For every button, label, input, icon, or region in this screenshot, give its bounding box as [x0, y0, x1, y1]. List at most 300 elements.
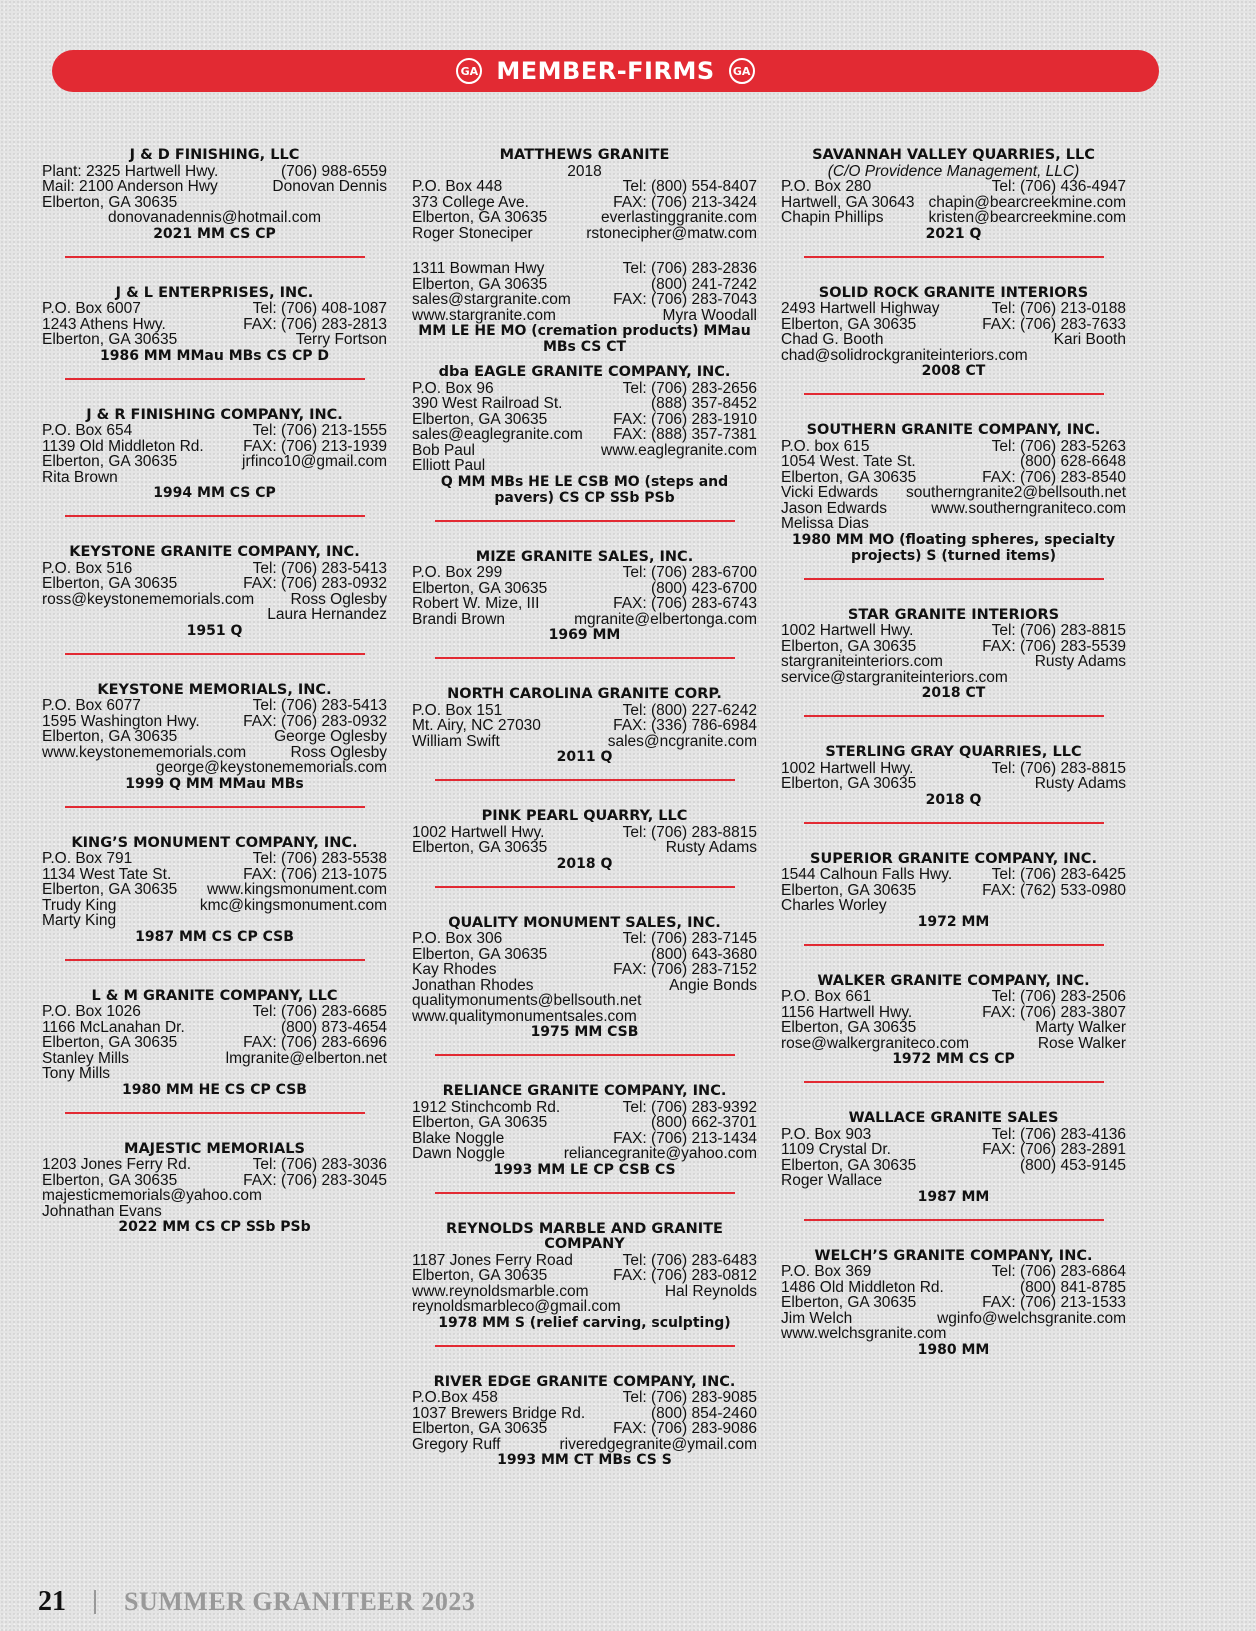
firm-detail-row	[42, 1004, 387, 1020]
firm-detail-row	[42, 301, 387, 317]
firm-detail-row	[42, 882, 387, 898]
detail-left: Elberton, GA 30635	[42, 881, 178, 898]
detail-left: Elberton, GA 30635	[412, 1420, 548, 1437]
firm-listing	[412, 809, 757, 872]
firm-detail-row	[781, 516, 1126, 532]
detail-right: Tel: (706) 283-8815	[991, 759, 1126, 777]
detail-left: Melissa Dias	[781, 515, 869, 532]
detail-left: Mail: 2100 Anderson Hwy	[42, 178, 218, 195]
firm-name: SOUTHERN GRANITE COMPANY, INC.	[806, 422, 1101, 438]
firm-listing	[781, 852, 1126, 930]
detail-right: rstonecipher@matw.com	[586, 224, 757, 242]
firm-detail-row	[781, 761, 1126, 777]
association-logo-icon: GA	[729, 58, 755, 84]
firm-detail-row	[781, 639, 1126, 655]
membership-codes: 1987 MM	[917, 1188, 990, 1205]
firm-listing	[781, 148, 1126, 242]
detail-right: Rusty Adams	[1034, 775, 1126, 792]
firm-detail-row	[42, 1020, 387, 1036]
detail-left: Brandi Brown	[412, 610, 506, 628]
detail-left: Elberton, GA 30635	[412, 579, 548, 597]
detail-left: Mt. Airy, NC 27030	[412, 717, 541, 734]
firm-detail-row	[781, 1311, 1126, 1327]
detail-right: FAX: (706) 283-2813	[243, 315, 387, 333]
firm-detail-row	[781, 898, 1126, 914]
detail-left: reynoldsmarbleco@gmail.com	[412, 1298, 621, 1315]
detail-left: Stanley Mills	[42, 1049, 129, 1067]
section-divider	[804, 578, 1104, 580]
detail-right: FAX: (706) 283-1910	[613, 410, 757, 428]
firm-detail-row	[42, 1188, 387, 1204]
firm-detail-row	[42, 1157, 387, 1173]
firm-detail-row	[412, 931, 757, 947]
firm-listing	[412, 687, 757, 765]
detail-left: P.O. Box 306	[412, 930, 503, 947]
detail-left: 1002 Hartwell Hwy.	[412, 823, 545, 841]
detail-right: FAX: (706) 283-6696	[243, 1034, 387, 1051]
member-firms-banner	[52, 50, 1159, 92]
detail-left: Elberton, GA 30635	[781, 468, 917, 486]
detail-right: FAX: (888) 357-7381	[613, 426, 757, 443]
detail-left: P.O. Box 96	[412, 379, 494, 397]
detail-left: Elberton, GA 30635	[42, 453, 178, 470]
firm-column-3	[781, 148, 1126, 1358]
firm-detail-row	[42, 592, 387, 608]
detail-right: Tel: (706) 213-1555	[252, 422, 387, 439]
membership-codes: 1978 MM S (relief carving, sculpting)	[438, 1314, 731, 1331]
firm-listing	[412, 550, 757, 644]
firm-name: SAVANNAH VALLEY QUARRIES, LLC	[812, 147, 1095, 163]
banner-title: MEMBER-FIRMS	[496, 57, 715, 85]
detail-right: Terry Fortson	[295, 331, 387, 348]
firm-listing	[781, 608, 1126, 702]
section-divider	[65, 1112, 365, 1114]
firm-detail-row	[412, 703, 757, 719]
firm-detail-row	[42, 698, 387, 714]
membership-codes: 1972 MM	[917, 913, 990, 930]
detail-left: Elberton, GA 30635	[412, 1267, 548, 1284]
firm-detail-row	[412, 581, 757, 597]
page-number: 21	[38, 1586, 66, 1617]
detail-left: service@stargraniteinteriors.com	[781, 668, 1008, 686]
firm-name: WALKER GRANITE COMPANY, INC.	[817, 972, 1090, 989]
detail-right: george@keystonememorials.com	[155, 759, 387, 776]
firm-detail-row	[412, 612, 757, 628]
firm-detail-row	[42, 423, 387, 439]
detail-left: stargraniteinteriors.com	[781, 653, 943, 670]
detail-left: Rita Brown	[42, 468, 118, 486]
detail-left: chad@solidrockgraniteinteriors.com	[781, 346, 1028, 364]
firm-detail-row	[781, 1127, 1126, 1143]
membership-codes: 2011 Q	[556, 749, 613, 765]
detail-left: Gregory Ruff	[412, 1435, 501, 1453]
firm-detail-row	[412, 427, 757, 443]
detail-right: Angie Bonds	[669, 976, 757, 994]
membership-codes: 2018 CT	[921, 685, 986, 701]
detail-left: P.O. Box 280	[781, 178, 872, 195]
firm-listing	[42, 148, 387, 242]
membership-codes: 1993 MM CT MBs CS S	[497, 1452, 672, 1468]
detail-right: Tel: (706) 283-9392	[622, 1098, 757, 1116]
detail-left: P.O. Box 661	[781, 988, 872, 1005]
membership-codes: 1980 MM HE CS CP CSB	[122, 1081, 307, 1098]
detail-left: 1486 Old Middleton Rd.	[781, 1278, 944, 1296]
section-divider	[65, 256, 365, 258]
detail-right: Tel: (706) 283-5263	[991, 437, 1126, 455]
detail-left: 2493 Hartwell Highway	[781, 300, 940, 317]
detail-right: Tel: (706) 283-5538	[252, 850, 387, 867]
firm-name: MAJESTIC MEMORIALS	[124, 1140, 305, 1157]
firm-name: QUALITY MONUMENT SALES, INC.	[448, 914, 721, 931]
firm-listing	[412, 148, 757, 241]
firm-detail-row	[412, 596, 757, 612]
firm-detail-row	[781, 1280, 1126, 1296]
detail-left: P.O. Box 791	[42, 850, 133, 867]
detail-right: Tel: (706) 283-6700	[622, 564, 757, 581]
section-divider	[804, 1219, 1104, 1221]
detail-right: (800) 662-3701	[651, 1114, 757, 1131]
detail-left: P.O. box 615	[781, 437, 870, 455]
firm-detail-row	[42, 714, 387, 730]
firm-detail-row	[412, 1437, 757, 1453]
detail-left: Tony Mills	[42, 1065, 111, 1082]
firm-listing	[42, 989, 387, 1098]
detail-left: 1002 Hartwell Hwy.	[781, 622, 914, 639]
detail-right: FAX: (706) 283-3807	[982, 1003, 1126, 1021]
detail-left: Elberton, GA 30635	[412, 410, 548, 428]
section-divider	[435, 657, 735, 659]
firm-detail-row	[412, 179, 757, 195]
detail-left: 1311 Bowman Hwy	[412, 260, 545, 277]
detail-left: P.O. Box 903	[781, 1125, 872, 1143]
firm-name: KING’S MONUMENT COMPANY, INC.	[71, 834, 358, 851]
firm-detail-row	[781, 1005, 1126, 1021]
detail-left: Chapin Phillips	[781, 209, 884, 226]
detail-right: FAX: (706) 283-2891	[982, 1141, 1126, 1158]
detail-right: Tel: (800) 227-6242	[622, 701, 757, 719]
detail-right: FAX: (706) 213-1939	[243, 437, 387, 455]
firm-detail-row	[781, 332, 1126, 348]
detail-left: 1054 West. Tate St.	[781, 453, 916, 470]
detail-right: FAX: (706) 283-0932	[243, 575, 387, 592]
page-footer	[38, 1586, 475, 1618]
detail-right: Kari Booth	[1053, 331, 1126, 348]
detail-left: 390 West Railroad St.	[412, 395, 563, 412]
firm-listing	[42, 286, 387, 364]
detail-right: FAX: (706) 283-8540	[982, 468, 1126, 486]
detail-right: (800) 241-7242	[651, 275, 757, 293]
firm-detail-row	[412, 277, 757, 293]
detail-left: 1595 Washington Hwy.	[42, 712, 200, 730]
firm-detail-row	[412, 458, 757, 474]
detail-right: www.eaglegranite.com	[601, 441, 757, 459]
detail-right: reliancegranite@yahoo.com	[563, 1145, 757, 1162]
detail-right: Tel: (800) 554-8407	[622, 178, 757, 195]
detail-right: Tel: (706) 283-4136	[991, 1125, 1126, 1143]
detail-right: wginfo@welchsgranite.com	[937, 1309, 1126, 1327]
firm-detail-row	[42, 607, 387, 623]
detail-left: sales@eaglegranite.com	[412, 426, 583, 443]
detail-right: Tel: (706) 283-3036	[252, 1156, 387, 1173]
membership-codes: 1987 MM CS CP CSB	[135, 928, 294, 945]
detail-left: 1166 McLanahan Dr.	[42, 1018, 185, 1036]
firm-detail-row	[781, 317, 1126, 333]
firm-name: NORTH CAROLINA GRANITE CORP.	[447, 686, 722, 702]
detail-right: FAX: (706) 283-3045	[243, 1171, 387, 1189]
firm-listing	[42, 408, 387, 502]
firm-detail-row	[412, 1131, 757, 1147]
membership-codes: 1980 MM MO (floating spheres, specialty projects) S (turned items)	[791, 531, 1116, 564]
firm-detail-row	[42, 454, 387, 470]
detail-right: www.southerngraniteco.com	[931, 499, 1126, 517]
detail-right: FAX: (706) 283-7633	[982, 315, 1126, 333]
firm-detail-row	[781, 1295, 1126, 1311]
firm-detail-row	[412, 840, 757, 856]
detail-right: Tel: (706) 283-2836	[622, 260, 757, 277]
detail-right: Laura Hernandez	[267, 606, 387, 623]
detail-right: Tel: (706) 283-2506	[991, 988, 1126, 1005]
detail-right: George Oglesby	[274, 728, 387, 745]
detail-left: majesticmemorials@yahoo.com	[42, 1187, 262, 1204]
detail-right: FAX: (706) 283-0812	[613, 1267, 757, 1284]
firm-detail-row	[412, 396, 757, 412]
firm-listing	[781, 1249, 1126, 1358]
detail-right: FAX: (762) 533-0980	[982, 881, 1126, 899]
firm-listing	[42, 545, 387, 639]
detail-left: P.O. Box 6007	[42, 300, 141, 317]
detail-right: riveredgegranite@ymail.com	[559, 1435, 757, 1453]
detail-left: Elberton, GA 30635	[42, 331, 178, 348]
detail-left: 1037 Brewers Bridge Rd.	[412, 1404, 586, 1422]
firm-subtitle: 2018	[567, 162, 602, 180]
firm-detail-row	[42, 576, 387, 592]
firm-detail-row	[412, 1009, 757, 1025]
detail-right: Tel: (706) 283-8815	[622, 823, 757, 841]
firm-name: MATTHEWS GRANITE	[499, 147, 670, 163]
detail-left: P.O. Box 369	[781, 1263, 872, 1280]
firm-detail-row	[412, 947, 757, 963]
detail-right: Tel: (706) 283-5413	[252, 559, 387, 577]
section-divider	[435, 886, 735, 888]
detail-right: (800) 854-2460	[651, 1404, 757, 1422]
firm-name: J & R FINISHING COMPANY, INC.	[86, 406, 343, 423]
detail-right: chapin@bearcreekmine.com	[928, 193, 1126, 211]
firm-detail-row	[781, 179, 1126, 195]
section-divider	[435, 1054, 735, 1056]
detail-right: lmgranite@elberton.net	[225, 1049, 387, 1067]
firm-listing	[412, 365, 757, 506]
detail-left: www.keystonememorials.com	[42, 743, 247, 761]
detail-right: Tel: (706) 283-5413	[252, 697, 387, 714]
firm-name: WALLACE GRANITE SALES	[848, 1110, 1059, 1126]
firm-detail-row	[412, 1253, 757, 1269]
detail-left: 1187 Jones Ferry Road	[412, 1251, 573, 1269]
detail-right: (706) 988-6559	[281, 162, 387, 180]
detail-left: Roger Stoneciper	[412, 224, 533, 242]
firm-detail-row	[781, 348, 1126, 364]
firm-detail-row	[781, 210, 1126, 226]
firm-name: STAR GRANITE INTERIORS	[847, 606, 1060, 623]
firm-detail-row	[781, 1036, 1126, 1052]
detail-right: kmc@kingsmonument.com	[199, 896, 387, 914]
detail-left: Elberton, GA 30635	[412, 275, 548, 293]
detail-left: Elberton, GA 30635	[42, 575, 178, 592]
detail-left: Elberton, GA 30635	[412, 209, 548, 226]
detail-left: Elberton, GA 30635	[781, 881, 917, 899]
firm-name: MIZE GRANITE SALES, INC.	[475, 548, 694, 565]
firm-detail-row	[781, 470, 1126, 486]
detail-left: Jonathan Rhodes	[412, 976, 534, 994]
firm-subtitle: (C/O Providence Management, LLC)	[827, 162, 1080, 180]
firm-detail-row	[781, 1158, 1126, 1174]
detail-left: Elberton, GA 30635	[781, 1019, 917, 1036]
detail-left: qualitymonuments@bellsouth.net	[412, 992, 642, 1009]
detail-right: FAX: (706) 213-1075	[243, 865, 387, 883]
detail-right: Donovan Dennis	[272, 178, 387, 195]
firm-name: L & M GRANITE COMPANY, LLC	[91, 987, 338, 1004]
detail-left: www.qualitymonumentsales.com	[412, 1007, 637, 1025]
detail-left: P.O. Box 516	[42, 559, 133, 577]
detail-left: sales@stargranite.com	[412, 291, 571, 308]
section-divider	[804, 393, 1104, 395]
detail-right: Tel: (706) 283-6685	[252, 1003, 387, 1020]
detail-left: 1139 Old Middleton Rd.	[42, 437, 204, 455]
detail-left: Elliott Paul	[412, 457, 486, 474]
detail-right: kristen@bearcreekmine.com	[928, 209, 1126, 226]
detail-right: Tel: (706) 283-6483	[622, 1251, 757, 1269]
detail-right: Tel: (706) 283-9085	[622, 1389, 757, 1406]
firm-detail-row	[412, 1146, 757, 1162]
detail-right: Ross Oglesby	[290, 590, 387, 608]
membership-codes: 2018 Q	[556, 855, 613, 872]
detail-right: jrfinco10@gmail.com	[242, 453, 387, 470]
detail-left: Johnathan Evans	[42, 1202, 162, 1220]
section-divider	[435, 779, 735, 781]
detail-right: mgranite@elbertonga.com	[574, 610, 757, 628]
detail-left: P.O. Box 299	[412, 564, 503, 581]
detail-left: Jason Edwards	[781, 499, 887, 517]
section-divider	[65, 515, 365, 517]
detail-right: Rusty Adams	[665, 839, 757, 856]
detail-left: 1002 Hartwell Hwy.	[781, 759, 914, 777]
firm-detail-row	[42, 745, 387, 761]
detail-right: Tel: (706) 408-1087	[252, 300, 387, 317]
firm-column-1	[42, 148, 387, 1235]
firm-detail-row	[42, 760, 387, 776]
detail-left: Elberton, GA 30635	[42, 1171, 178, 1189]
firm-detail-row	[412, 1406, 757, 1422]
detail-left: Chad G. Booth	[781, 331, 884, 348]
firm-detail-row	[42, 179, 387, 195]
membership-codes: 2021 Q	[925, 225, 982, 242]
association-logo-icon: GA	[456, 58, 482, 84]
detail-left: Vicki Edwards	[781, 484, 879, 501]
detail-right: FAX: (706) 283-7043	[613, 291, 757, 308]
firm-detail-row	[42, 1035, 387, 1051]
firm-detail-row	[412, 1299, 757, 1315]
detail-right: FAX: (706) 283-9086	[613, 1420, 757, 1437]
section-divider	[65, 806, 365, 808]
firm-detail-row	[42, 1204, 387, 1220]
firm-detail-row	[412, 226, 757, 242]
detail-left: Elberton, GA 30635	[781, 1156, 917, 1174]
section-divider	[435, 1345, 735, 1347]
detail-right: sales@ncgranite.com	[607, 732, 757, 750]
detail-left: Blake Noggle	[412, 1129, 505, 1147]
firm-listing	[42, 1142, 387, 1236]
membership-codes: 1994 MM CS CP	[153, 485, 276, 501]
firm-name: J & D FINISHING, LLC	[129, 147, 300, 163]
firm-detail-row	[781, 439, 1126, 455]
membership-codes: MM LE HE MO (cremation products) MMau MBs CS CT	[418, 323, 751, 355]
firm-detail-row	[781, 1264, 1126, 1280]
detail-left: Elberton, GA 30635	[781, 315, 917, 333]
detail-right: Tel: (706) 283-7145	[622, 930, 757, 947]
firm-detail-row	[42, 439, 387, 455]
section-divider	[804, 256, 1104, 258]
firm-detail-row	[781, 301, 1126, 317]
firm-name: KEYSTONE GRANITE COMPANY, INC.	[69, 544, 360, 560]
firm-detail-row	[42, 332, 387, 348]
firm-name: SOLID ROCK GRANITE INTERIORS	[818, 284, 1089, 301]
firm-listing	[781, 974, 1126, 1068]
firm-detail-row	[42, 913, 387, 929]
firm-detail-row	[42, 867, 387, 883]
detail-left: Hartwell, GA 30643	[781, 193, 915, 211]
detail-left: Elberton, GA 30635	[781, 1294, 917, 1311]
firm-detail-row	[781, 670, 1126, 686]
detail-left: Elberton, GA 30635	[42, 193, 178, 211]
detail-left: Charles Worley	[781, 897, 887, 914]
firm-detail-row	[412, 1100, 757, 1116]
detail-left: P.O. Box 151	[412, 701, 503, 719]
detail-left: P.O. Box 6077	[42, 697, 141, 714]
detail-left: William Swift	[412, 732, 500, 750]
firm-name: STERLING GRAY QUARRIES, LLC	[825, 744, 1082, 760]
membership-codes: 1980 MM	[917, 1341, 990, 1358]
firm-detail-row	[781, 1326, 1126, 1342]
membership-codes: 2008 CT	[921, 363, 986, 379]
firm-detail-row	[412, 292, 757, 308]
detail-left: P.O. Box 448	[412, 178, 503, 195]
detail-left: Jim Welch	[781, 1309, 853, 1327]
detail-right: Tel: (706) 283-2656	[622, 379, 757, 397]
firm-name: KEYSTONE MEMORIALS, INC.	[97, 681, 332, 698]
section-divider	[435, 520, 735, 522]
detail-right: Tel: (706) 283-8815	[991, 622, 1126, 639]
firm-detail-row	[781, 485, 1126, 501]
firm-detail-row	[781, 867, 1126, 883]
detail-left: Elberton, GA 30635	[781, 775, 917, 792]
firm-listing	[412, 916, 757, 1041]
section-divider	[804, 822, 1104, 824]
detail-right: (800) 453-9145	[1020, 1156, 1126, 1174]
firm-listing	[412, 1084, 757, 1178]
membership-codes: 1986 MM MMau MBs CS CP D	[99, 347, 330, 364]
firm-name: WELCH’S GRANITE COMPANY, INC.	[814, 1247, 1093, 1264]
section-divider	[65, 653, 365, 655]
firm-listing	[412, 1375, 757, 1469]
section-divider	[804, 715, 1104, 717]
membership-codes: 1972 MM CS CP	[892, 1051, 1015, 1067]
detail-right: Tel: (706) 436-4947	[991, 178, 1126, 195]
firm-detail-row	[412, 1390, 757, 1406]
detail-left: Robert W. Mize, III	[412, 595, 540, 612]
section-divider	[435, 1192, 735, 1194]
firm-name: REYNOLDS MARBLE AND GRANITE COMPANY	[446, 1220, 723, 1252]
detail-right: FAX: (706) 283-7152	[613, 961, 757, 978]
firm-detail-row	[412, 565, 757, 581]
